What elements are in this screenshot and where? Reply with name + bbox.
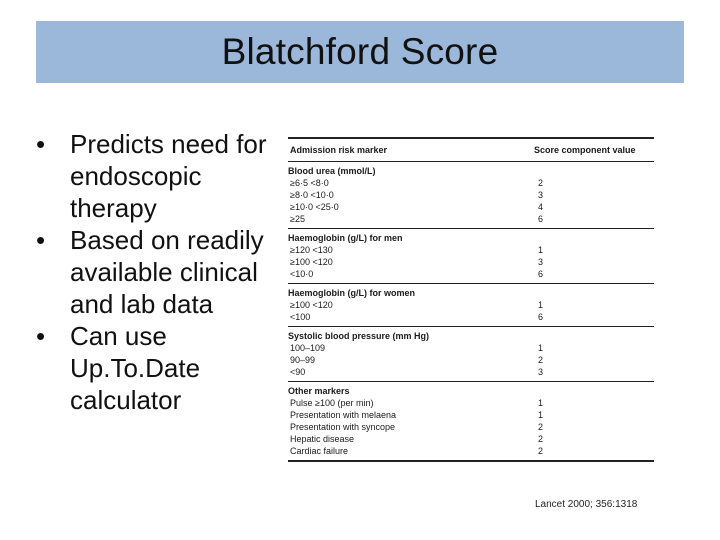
risk-marker-cell: Hepatic disease (290, 434, 355, 444)
risk-marker-cell: <10·0 (290, 269, 314, 279)
table-row (288, 189, 654, 201)
score-value-cell: 6 (538, 312, 544, 322)
bullet-dot: • (36, 129, 46, 159)
risk-marker-cell: ≥8·0 <10·0 (290, 190, 334, 200)
score-value-cell: 3 (538, 257, 544, 267)
risk-marker-cell: ≥120 <130 (290, 245, 333, 255)
blatchford-score-table (288, 137, 654, 462)
table-row (288, 354, 654, 366)
table-row (288, 366, 654, 378)
bullet-item (36, 224, 276, 320)
group-label: Systolic blood pressure (mm Hg) (288, 331, 430, 341)
risk-marker-cell: ≥100 <120 (290, 257, 333, 267)
bullet-text: Predicts need for endoscopic therapy (70, 129, 267, 223)
bullet-dot: • (36, 321, 46, 351)
bullet-text: Can use Up.To.Date calculator (70, 321, 201, 415)
score-value-cell: 2 (538, 434, 544, 444)
group-label: Haemoglobin (g/L) for men (288, 233, 403, 243)
table-row (288, 397, 654, 409)
table-row (288, 256, 654, 268)
table-group (288, 382, 654, 462)
table-row (288, 311, 654, 323)
table-row (288, 244, 654, 256)
title-banner (36, 21, 684, 83)
score-value-cell: 1 (538, 245, 544, 255)
risk-marker-cell: ≥10·0 <25·0 (290, 202, 339, 212)
table-group (288, 229, 654, 284)
bullet-dot: • (36, 225, 46, 255)
risk-marker-cell: 100–109 (290, 343, 326, 353)
table-row (288, 433, 654, 445)
citation: Lancet 2000; 356:1318 (535, 499, 638, 510)
bullet-list (36, 128, 276, 416)
table-body (288, 162, 654, 462)
group-label: Other markers (288, 386, 350, 396)
header-risk-marker: Admission risk marker (290, 145, 388, 155)
table-row (288, 445, 654, 457)
table-row (288, 299, 654, 311)
table-row (288, 421, 654, 433)
table-group (288, 284, 654, 327)
score-value-cell: 6 (538, 269, 544, 279)
risk-marker-cell: Presentation with melaena (290, 410, 397, 420)
score-value-cell: 6 (538, 214, 544, 224)
table-row (288, 177, 654, 189)
risk-marker-cell: 90–99 (290, 355, 316, 365)
table-row (288, 409, 654, 421)
score-value-cell: 1 (538, 300, 544, 310)
header-score-value: Score component value (524, 145, 654, 155)
risk-marker-cell: ≥100 <120 (290, 300, 333, 310)
bullet-item (36, 128, 276, 224)
score-value-cell: 2 (538, 355, 544, 365)
slide-title: Blatchford Score (221, 31, 499, 72)
group-label: Blood urea (mmol/L) (288, 166, 376, 176)
score-value-cell: 3 (538, 367, 544, 377)
score-value-cell: 1 (538, 398, 544, 408)
bullet-item (36, 320, 276, 416)
score-value-cell: 3 (538, 190, 544, 200)
risk-marker-cell: ≥25 (290, 214, 305, 224)
score-value-cell: 4 (538, 202, 544, 212)
score-value-cell: 1 (538, 410, 544, 420)
table-group (288, 327, 654, 382)
bullet-text: Based on readily available clinical and lab data (70, 225, 264, 319)
risk-marker-cell: <90 (290, 367, 306, 377)
score-value-cell: 2 (538, 446, 544, 456)
score-value-cell: 1 (538, 343, 544, 353)
risk-marker-cell: <100 (290, 312, 311, 322)
table-row (288, 268, 654, 280)
table-row (288, 201, 654, 213)
risk-marker-cell: Presentation with syncope (290, 422, 396, 432)
risk-marker-cell: Pulse ≥100 (per min) (290, 398, 374, 408)
table-row (288, 213, 654, 225)
risk-marker-cell: ≥6·5 <8·0 (290, 178, 329, 188)
score-value-cell: 2 (538, 178, 544, 188)
table-group (288, 162, 654, 229)
table-header (288, 137, 654, 162)
table-row (288, 342, 654, 354)
risk-marker-cell: Cardiac failure (290, 446, 349, 456)
group-label: Haemoglobin (g/L) for women (288, 288, 415, 298)
score-value-cell: 2 (538, 422, 544, 432)
